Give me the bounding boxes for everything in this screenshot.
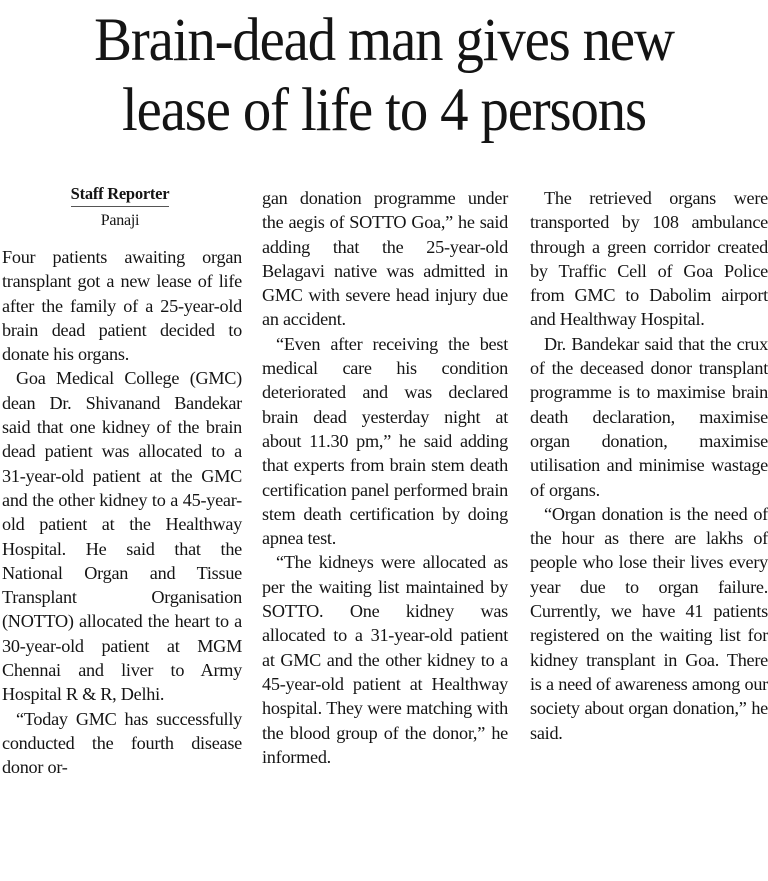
byline-divider: [71, 206, 169, 207]
paragraph: “Today GMC has successfully conducted the fourth disease donor or-: [2, 708, 242, 778]
byline: [2, 183, 238, 231]
article-column-3: [530, 186, 768, 745]
paragraph: The retrieved organs were transported by 108 ambulance through a green corridor created by Traffic Cell of Goa Police from GMC to Dabolim airport and Healthway Hospital.: [530, 188, 768, 330]
headline-line-2: lease of life to 4 persons: [122, 77, 646, 144]
paragraph: “Organ donation is the need of the hour as there are lakhs of people who lose their lives every year due to organ failure. Currently, we have 41 patients registered on the waiting list for kidney transplant in Goa. There is a need of awareness among our society about organ donation,” he said.: [530, 503, 768, 743]
article-column-2: [262, 186, 508, 769]
article-column-1: [2, 183, 242, 780]
paragraph: Dr. Bandekar said that the crux of the deceased donor transplant programme is to maximise brain death declaration, maximise organ donation, maximise utilisation and minimise wastage of organs.: [530, 333, 768, 500]
headline-line-1: Brain-dead man gives new: [94, 7, 674, 74]
byline-author: Staff Reporter: [70, 184, 170, 203]
byline-location: Panaji: [100, 212, 140, 229]
paragraph: Goa Medical College (GMC) dean Dr. Shivanand Bandekar said that one kidney of the brain dead patient was allocated to a 31-year-old patient at the GMC and the other kidney to a 45-year-old patient at the Healthway Hospital. He said that the National Organ and Tissue Transplant Organisation (NOTTO) allocated the heart to a 30-year-old patient at MGM Chennai and liver to Army Hospital R & R, Delhi.: [2, 368, 242, 705]
headline: [27, 6, 741, 146]
paragraph: “The kidneys were allocated as per the waiting list maintained by SOTTO. One kidney was allocated to a 31-year-old patient at GMC and the other kidney to a 45-year-old patient at Healthway hospital. They were matching with the blood group of the donor,” he informed.: [262, 552, 508, 767]
paragraph: gan donation programme under the aegis of SOTTO Goa,” he said adding that the 25-year-old Belagavi native was admitted in GMC with severe head injury due an accident.: [262, 188, 508, 330]
paragraph: Four patients awaiting organ transplant got a new lease of life after the family of a 25-year-old brain dead patient decided to donate his organs.: [2, 247, 242, 365]
paragraph: “Even after receiving the best medical care his condition deteriorated and was declared brain dead yesterday night at about 11.30 pm,” he said adding that experts from brain stem death certification panel performed brain stem death certification by doing apnea test.: [262, 333, 508, 549]
